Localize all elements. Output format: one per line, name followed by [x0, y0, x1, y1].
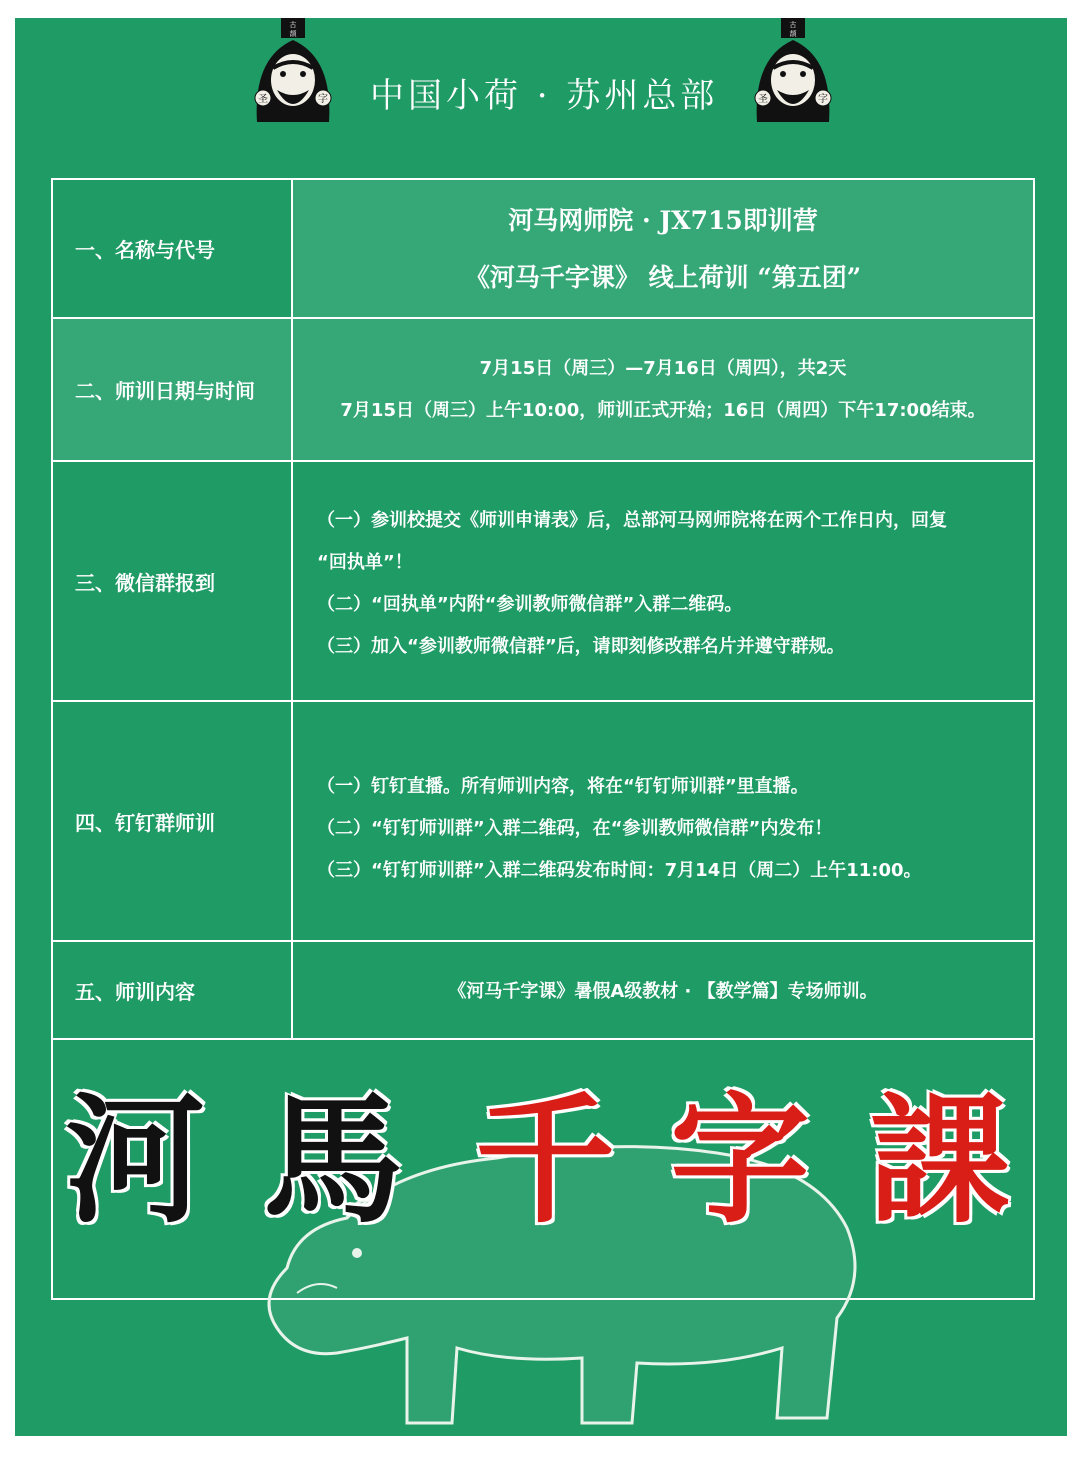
svg-text:字: 字 — [318, 94, 328, 105]
content-line: 《河马千字课》 线上荷训 “第五团” — [464, 262, 862, 292]
content-line: （三）“钉钉师训群”入群二维码发布时间：7月14日（周二）上午11:00。 — [317, 860, 922, 881]
content-line: （二）“钉钉师训群”入群二维码，在“参训教师微信群”内发布！ — [317, 818, 833, 839]
row-label: 二、师训日期与时间 — [53, 319, 293, 460]
big-title-char: 千 — [475, 1079, 616, 1243]
svg-text:字: 字 — [818, 94, 828, 105]
row-content — [293, 702, 1033, 940]
row-label: 一、名称与代号 — [53, 180, 293, 317]
content-line: 《河马千字课》暑假A级教材 · 【教学篇】专场师训。 — [448, 981, 878, 1002]
svg-text:圣: 圣 — [258, 94, 268, 105]
big-title — [55, 1079, 1055, 1243]
big-title-char: 河 — [65, 1079, 206, 1243]
row-content — [293, 942, 1033, 1038]
header-title: 中国小荷 · 苏州总部 — [370, 76, 719, 116]
row-label: 三、微信群报到 — [53, 462, 293, 700]
svg-text:古: 古 — [289, 21, 297, 29]
cangjie-portrait-icon — [747, 18, 839, 122]
table-row — [53, 942, 1033, 1040]
content-line: 河马网师院 · JX715即训营 — [508, 205, 818, 235]
table-row — [53, 180, 1033, 319]
table-row — [53, 702, 1033, 942]
content-line: （一）参训校提交《师训申请表》后，总部河马网师院将在两个工作日内，回复 — [317, 510, 947, 531]
table-row — [53, 319, 1033, 462]
content-line: （三）加入“参训教师微信群”后，请即刻修改群名片并遵守群规。 — [317, 636, 845, 657]
row-label: 五、师训内容 — [53, 942, 293, 1038]
svg-text:颉: 颉 — [789, 30, 797, 38]
content-line: 7月15日（周三）上午10:00，师训正式开始；16日（周四）下午17:00结束。 — [340, 399, 986, 421]
poster — [15, 18, 1067, 1436]
row-label: 四、钉钉群师训 — [53, 702, 293, 940]
row-content — [293, 180, 1033, 317]
svg-text:古: 古 — [789, 21, 797, 29]
row-content — [293, 319, 1033, 460]
table-row — [53, 462, 1033, 702]
content-line: （一）钉钉直播。所有师训内容，将在“钉钉师训群”里直播。 — [317, 776, 809, 797]
svg-text:颉: 颉 — [289, 30, 297, 38]
header — [15, 18, 1067, 128]
big-title-char: 字 — [670, 1079, 811, 1243]
row-content — [293, 462, 1033, 700]
cangjie-portrait-icon — [247, 18, 339, 122]
content-line: 7月15日（周三）—7月16日（周四），共2天 — [479, 357, 847, 379]
svg-text:圣: 圣 — [758, 94, 768, 105]
content-line: （二）“回执单”内附“参训教师微信群”入群二维码。 — [317, 594, 743, 615]
content-line: “回执单”！ — [317, 552, 413, 573]
big-title-char: 馬 — [263, 1079, 404, 1243]
big-title-char: 課 — [870, 1079, 1011, 1243]
